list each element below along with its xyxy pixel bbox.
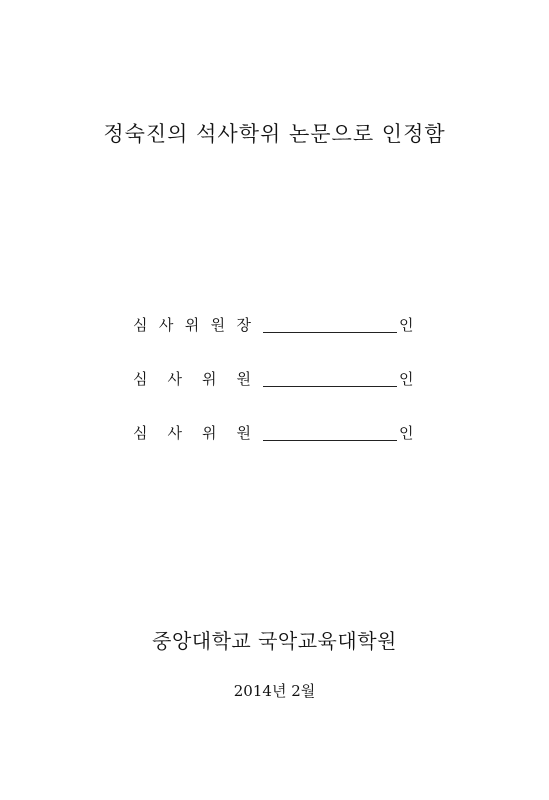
committee-member-label	[133, 368, 251, 389]
seal-mark: 인	[399, 424, 414, 442]
label-char: 원	[236, 424, 251, 442]
label-char: 사	[167, 424, 182, 442]
label-char: 위	[202, 424, 217, 442]
label-char: 심	[133, 370, 148, 388]
committee-chair-label	[133, 314, 251, 335]
approval-title: 정숙진의 석사학위 논문으로 인정함	[103, 122, 446, 146]
label-char: 심	[133, 316, 148, 334]
label-char: 심	[133, 424, 148, 442]
committee-chair-row	[133, 312, 433, 340]
label-char: 위	[202, 370, 217, 388]
signature-line	[263, 386, 397, 387]
university-name: 중앙대학교 국악교육대학원	[152, 629, 397, 653]
signature-line	[263, 440, 397, 441]
signature-line	[263, 332, 397, 333]
seal-mark: 인	[399, 370, 414, 388]
seal-mark: 인	[399, 316, 414, 334]
committee-member-row	[133, 420, 433, 448]
committee-member-row	[133, 366, 433, 394]
label-char: 사	[167, 370, 182, 388]
label-char: 원	[236, 370, 251, 388]
committee-signature-block	[133, 312, 433, 474]
label-char: 위	[184, 316, 200, 334]
document-date: 2014년 2월	[233, 682, 316, 700]
committee-member-label	[133, 422, 251, 443]
label-char: 장	[236, 316, 251, 334]
label-char: 사	[158, 316, 174, 334]
label-char: 원	[210, 316, 226, 334]
